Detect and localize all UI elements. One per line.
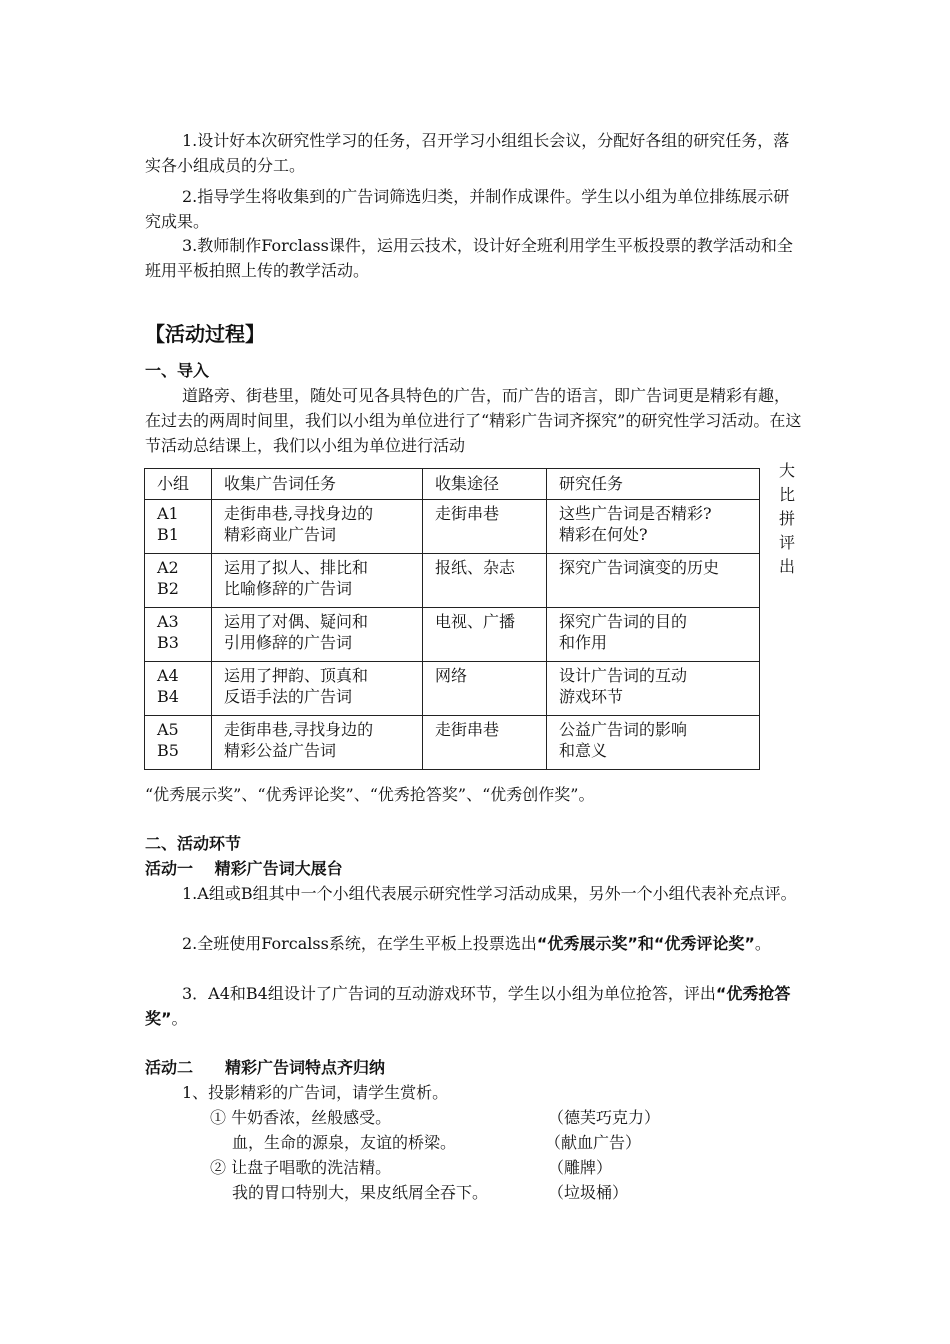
text-run: 2.全班使用Forcalss系统，在学生平板上投票选出 bbox=[182, 934, 537, 953]
intro-heading: 一、导入 bbox=[145, 361, 210, 380]
research-line: 和作用 bbox=[559, 633, 608, 652]
example-slogan: ① 牛奶香浓，丝般感受。 bbox=[210, 1108, 392, 1127]
group-cell bbox=[145, 662, 212, 716]
research-cell bbox=[547, 608, 760, 662]
table-header-cell: 收集途径 bbox=[423, 469, 547, 500]
text-run: 3．A4和B4组设计了广告词的互动游戏环节，学生以小组为单位抢答，评出 bbox=[182, 984, 716, 1003]
activity1-title: 活动一 精彩广告词大展台 bbox=[145, 859, 343, 878]
route-cell: 报纸、杂志 bbox=[423, 554, 547, 608]
prep-item-2: 2.指导学生将收集到的广告词筛选归类，并制作成课件。学生以小组为单位排练展示研究成果。 bbox=[145, 187, 790, 231]
example-slogan: 血，生命的源泉，友谊的桥梁。 bbox=[232, 1133, 457, 1152]
task-line: 精彩公益广告词 bbox=[224, 741, 337, 760]
task-cell bbox=[212, 500, 423, 554]
research-line: 这些广告词是否精彩? bbox=[559, 504, 712, 523]
research-line: 精彩在何处? bbox=[559, 525, 648, 544]
task-line: 引用修辞的广告词 bbox=[224, 633, 353, 652]
task-cell bbox=[212, 554, 423, 608]
group-task-table bbox=[144, 468, 760, 770]
group-b: B4 bbox=[157, 687, 179, 706]
table-row bbox=[145, 662, 760, 716]
table-row bbox=[145, 608, 760, 662]
example-source: （献血广告） bbox=[545, 1133, 642, 1152]
group-a: A2 bbox=[157, 558, 179, 577]
task-line: 走街串巷,寻找身边的 bbox=[224, 720, 374, 739]
task-line: 走街串巷,寻找身边的 bbox=[224, 504, 374, 523]
task-line: 运用了拟人、排比和 bbox=[224, 558, 369, 577]
intro-side-text: 大比拼评出 bbox=[779, 461, 796, 576]
table-row bbox=[145, 554, 760, 608]
task-cell bbox=[212, 716, 423, 770]
table-header-cell: 研究任务 bbox=[547, 469, 760, 500]
group-a: A3 bbox=[157, 612, 179, 631]
route-cell: 电视、广播 bbox=[423, 608, 547, 662]
table-header-cell: 收集广告词任务 bbox=[212, 469, 423, 500]
task-line: 精彩商业广告词 bbox=[224, 525, 337, 544]
research-cell bbox=[547, 500, 760, 554]
group-cell bbox=[145, 554, 212, 608]
table-header-cell: 小组 bbox=[145, 469, 212, 500]
research-line: 设计广告词的互动 bbox=[559, 666, 688, 685]
group-b: B5 bbox=[157, 741, 179, 760]
research-cell bbox=[547, 554, 760, 608]
example-source: （雕牌） bbox=[548, 1158, 613, 1177]
research-line: 探究广告词演变的历史 bbox=[559, 558, 720, 577]
route-cell: 走街串巷 bbox=[423, 716, 547, 770]
task-cell bbox=[212, 662, 423, 716]
task-cell bbox=[212, 608, 423, 662]
activity1-item-2 bbox=[145, 931, 805, 956]
group-a: A5 bbox=[157, 720, 179, 739]
group-a: A1 bbox=[157, 504, 179, 523]
research-line: 和意义 bbox=[559, 741, 608, 760]
bold-text-run: “优秀展示奖”和“优秀评论奖” bbox=[536, 934, 755, 953]
activity-process-title: 【活动过程】 bbox=[145, 322, 265, 346]
prep-item-3: 3.教师制作Forclass课件，运用云技术，设计好全班利用学生平板投票的教学活动和全班用平板拍照上传的教学活动。 bbox=[145, 236, 793, 280]
task-line: 运用了对偶、疑问和 bbox=[224, 612, 369, 631]
table-header-row bbox=[145, 469, 760, 500]
group-cell bbox=[145, 500, 212, 554]
example-source: （德芙巧克力） bbox=[548, 1108, 661, 1127]
route-cell: 网络 bbox=[423, 662, 547, 716]
group-b: B3 bbox=[157, 633, 179, 652]
table-row bbox=[145, 716, 760, 770]
research-cell bbox=[547, 716, 760, 770]
example-slogan: ② 让盘子唱歌的洗洁精。 bbox=[210, 1158, 392, 1177]
group-b: B2 bbox=[157, 579, 179, 598]
prep-item-1: 1.设计好本次研究性学习的任务，召开学习小组组长会议，分配好各组的研究任务，落实各小组成员的分工。 bbox=[145, 131, 790, 175]
activity1-item-1: 1.A组或B组其中一个小组代表展示研究性学习活动成果，另外一个小组代表补充点评。 bbox=[182, 884, 797, 903]
example-slogan: 我的胃口特别大，果皮纸屑全吞下。 bbox=[232, 1183, 489, 1202]
task-line: 比喻修辞的广告词 bbox=[224, 579, 353, 598]
task-line: 运用了押韵、顶真和 bbox=[224, 666, 369, 685]
table-row bbox=[145, 500, 760, 554]
group-cell bbox=[145, 608, 212, 662]
research-cell bbox=[547, 662, 760, 716]
task-line: 反语手法的广告词 bbox=[224, 687, 353, 706]
group-b: B1 bbox=[157, 525, 179, 544]
research-line: 探究广告词的目的 bbox=[559, 612, 688, 631]
text-run: 。 bbox=[171, 1009, 188, 1028]
activity2-item-1: 1、投影精彩的广告词，请学生赏析。 bbox=[182, 1083, 449, 1102]
section2-heading: 二、活动环节 bbox=[145, 834, 242, 853]
example-source: （垃圾桶） bbox=[548, 1183, 629, 1202]
route-cell: 走街串巷 bbox=[423, 500, 547, 554]
group-a: A4 bbox=[157, 666, 179, 685]
intro-awards-text: “优秀展示奖”、“优秀评论奖”、“优秀抢答奖”、“优秀创作奖”。 bbox=[145, 785, 595, 804]
activity2-title: 活动二 精彩广告词特点齐归纳 bbox=[145, 1058, 386, 1077]
text-run: 。 bbox=[754, 934, 771, 953]
research-line: 游戏环节 bbox=[559, 687, 624, 706]
group-cell bbox=[145, 716, 212, 770]
bold-text-run: “优秀抢答奖” bbox=[145, 984, 791, 1028]
research-line: 公益广告词的影响 bbox=[559, 720, 688, 739]
activity1-item-3 bbox=[145, 981, 805, 1031]
intro-text: 道路旁、街巷里，随处可见各具特色的广告，而广告的语言，即广告词更是精彩有趣，在过去的两周时间里，我们以小组为单位进行了“精彩广告词齐探究”的研究性学习活动。在这节活动总结课上，我们以小组为单位进行活动 bbox=[145, 386, 802, 455]
